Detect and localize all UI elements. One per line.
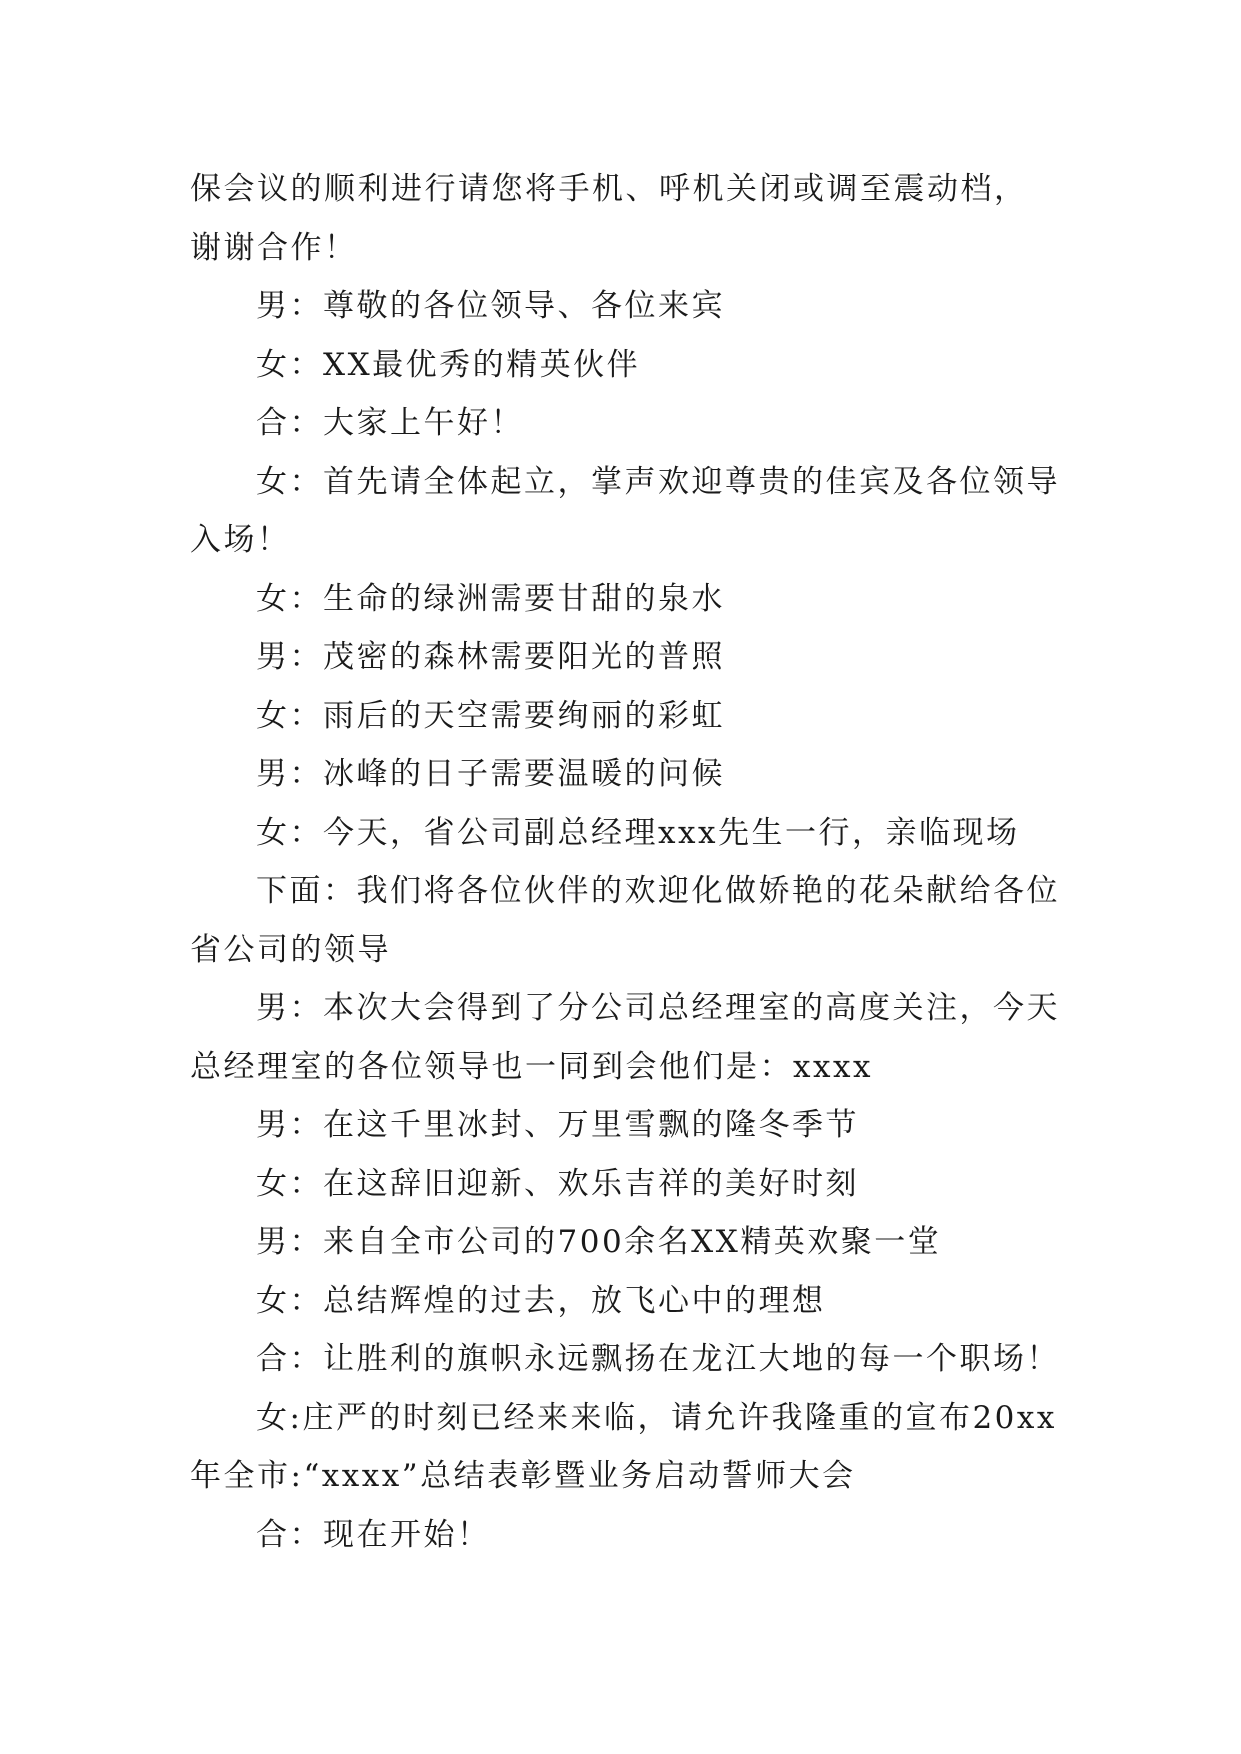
document-body — [190, 160, 1060, 1564]
paragraph-3: 女：XX最优秀的精英伙伴 — [256, 346, 641, 383]
paragraph-2: 男：尊敬的各位领导、各位来宾 — [256, 288, 725, 324]
paragraph-14: 女：在这辞旧迎新、欢乐吉祥的美好时刻 — [256, 1165, 859, 1202]
paragraph-19: 合：现在开始！ — [256, 1516, 491, 1553]
paragraph-9: 男：冰峰的日子需要温暖的问候 — [256, 756, 725, 792]
paragraph-7: 男：茂密的森林需要阳光的普照 — [256, 639, 725, 675]
paragraph-10: 女：今天，省公司副总经理xxx先生一行，亲临现场 — [256, 814, 1020, 851]
paragraph-15: 男：来自全市公司的700余名XX精英欢聚一堂 — [256, 1224, 942, 1260]
paragraph-11: 下面：我们将各位伙伴的欢迎化做娇艳的花朵献给各位省公司的领导 — [190, 873, 1060, 968]
paragraph-13: 男：在这千里冰封、万里雪飘的隆冬季节 — [256, 1107, 859, 1143]
paragraph-17: 合：让胜利的旗帜永远飘扬在龙江大地的每一个职场！ — [256, 1341, 1060, 1377]
paragraph-6: 女：生命的绿洲需要甘甜的泉水 — [256, 580, 725, 617]
paragraph-16: 女：总结辉煌的过去，放飞心中的理想 — [256, 1282, 826, 1319]
paragraph-5: 女：首先请全体起立，掌声欢迎尊贵的佳宾及各位领导入场！ — [190, 463, 1060, 558]
paragraph-1: 保会议的顺利进行请您将手机、呼机关闭或调至震动档，谢谢合作！ — [190, 171, 1028, 266]
paragraph-4: 合：大家上午好！ — [256, 405, 524, 441]
paragraph-8: 女：雨后的天空需要绚丽的彩虹 — [256, 697, 725, 734]
paragraph-12: 男：本次大会得到了分公司总经理室的高度关注，今天总经理室的各位领导也一同到会他们是：xxxx — [190, 990, 1060, 1085]
paragraph-18: 女:庄严的时刻已经来来临，请允许我隆重的宣布20xx年全市:“xxxx”总结表彰暨业务启动誓师大会 — [190, 1399, 1057, 1494]
